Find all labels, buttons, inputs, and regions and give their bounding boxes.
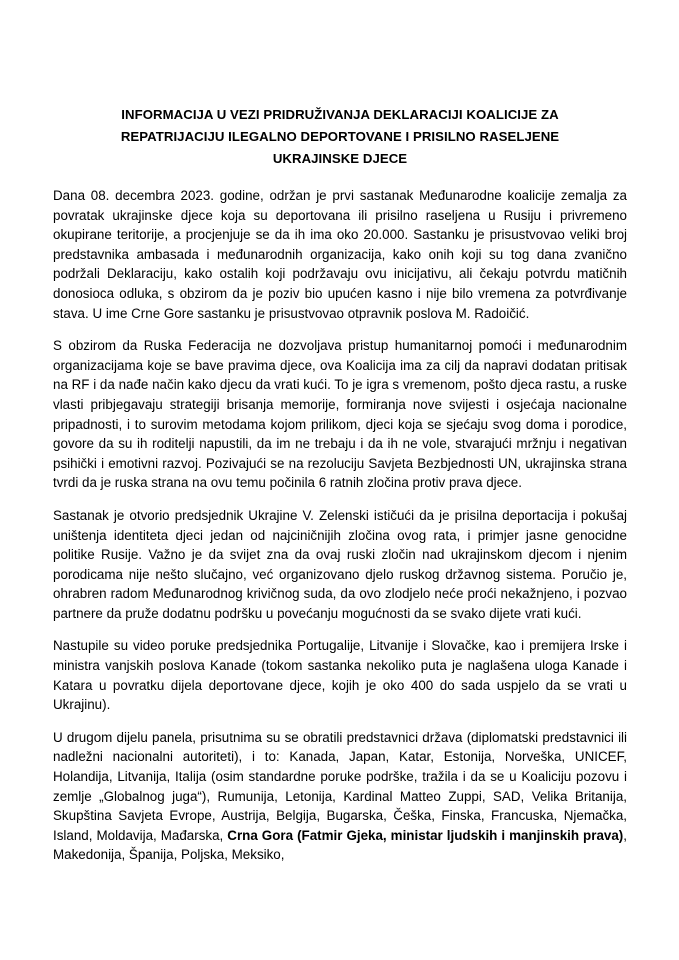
paragraph-5-text-before-bold: U drugom dijelu panela, prisutnima su se obratili predstavnici država (diplomatski predstavnici ili nadležni nacionalni autoriteti), i to: Kanada, Japan, Katar, Estonija, Norveška, UNICEF, Holandija, Litvanija, Italija (osim standardne poruke podrške, tražila i da se u Koaliciju pozovu i zemlje „Globalnog juga“), Rumunija, Letonija, Kardinal Matteo Zuppi, SAD, Velika Britanija, Skupština Savjeta Evrope, Austrija, Belgija, Bugarska, Češka, Finska, Francuska, Njemačka, Island, Moldavija, Mađarska, <box>53 729 627 843</box>
paragraph-3: Sastanak je otvorio predsjednik Ukrajine V. Zelenski ističući da je prisilna deportacija i pokušaj uništenja identiteta djeci jedan od najciničnijih zločina ovog rata, i primjer jasne genocidne politike Rusije. Važno je da svijet zna da ovaj ruski zločin nad ukrajinskom djecom i njenim porodicama nije nešto slučajno, već organizovano djelo ruskog državnog sistema. Poručio je, ohrabren radom Međunarodnog krivičnog suda, da ovo zlodjelo neće proći nekažnjeno, i pozvao partnere da pruže dodatnu podršku u povećanju mogućnosti da se svako dijete vrati kući. <box>53 507 627 621</box>
paragraph-4: Nastupile su video poruke predsjednika Portugalije, Litvanije i Slovačke, kao i premijera Irske i ministra vanjskih poslova Kanade (tokom sastanka nekoliko puta je naglašena uloga Kanade i Katara u povratku dijela deportovane djece, kojih je oko 400 do sada uspjelo da se vrati u Ukrajinu). <box>53 638 627 713</box>
page-title <box>53 104 627 170</box>
paragraph-2: S obzirom da Ruska Federacija ne dozvoljava pristup humanitarnoj pomoći i međunarodnim organizacijama koje se bave pravima djece, ova Koalicija ima za cilj da napravi dodatan pritisak na RF i da nađe način kako djecu da vrati kući. To je igra s vremenom, pošto djeca rastu, a ruske vlasti pribjegavaju strategiji brisanja memorije, formiranja nove svijesti i osjećaja nacionalne pripadnosti, i to surovim metodama kojom prilikom, djeci koja se sjećaju svog doma i porodice, govore da su ih roditelji napustili, da im ne trebaju i da ih ne vole, stvarajući mržnju i negativan psihički i emotivni razvoj. Pozivajući se na rezoluciju Savjeta Bezbjednosti UN, ukrajinska strana tvrdi da je ruska strana na ovu temu počinila 6 ratnih zločina protiv prava djece. <box>53 338 627 491</box>
document-body <box>53 104 627 865</box>
paragraph-5-bold-delegation: Crna Gora (Fatmir Gjeka, ministar ljudskih i manjinskih prava) <box>227 827 624 843</box>
page-title-line-2: REPATRIJACIJU ILEGALNO DEPORTOVANE I PRISILNO RASELJENE <box>120 129 560 144</box>
paragraph-5-text-after-bold: , Makedonija, Španija, Poljska, Meksiko, <box>53 827 627 863</box>
page-title-line-3: UKRAJINSKE DJECE <box>272 151 408 166</box>
paragraph-1: Dana 08. decembra 2023. godine, održan je prvi sastanak Međunarodne koalicije zemalja za povratak ukrajinske djece koja su deportovana ili prisilno raseljena u Rusiju i privremeno okupirane teritorije, a procjenjuje se da ih ima oko 20.000. Sastanku je prisustvovao veliki broj predstavnika ambasada i međunarodnih organizacija, kako onih koji su tog dana zvanično podržali Deklaraciju, kako ostalih koji podržavaju ovu inicijativu, ali čekaju potvrdu matičnih donosioca odluka, s obzirom da je poziv bio upućen kasno i nije bilo vremena za potvrđivanje stava. U ime Crne Gore sastanku je prisustvovao otpravnik poslova M. Radoičić. <box>53 188 627 321</box>
page-title-line-1: INFORMACIJA U VEZI PRIDRUŽIVANJA DEKLARACIJI KOALICIJE ZA <box>121 107 559 122</box>
paragraph-5 <box>53 728 627 865</box>
